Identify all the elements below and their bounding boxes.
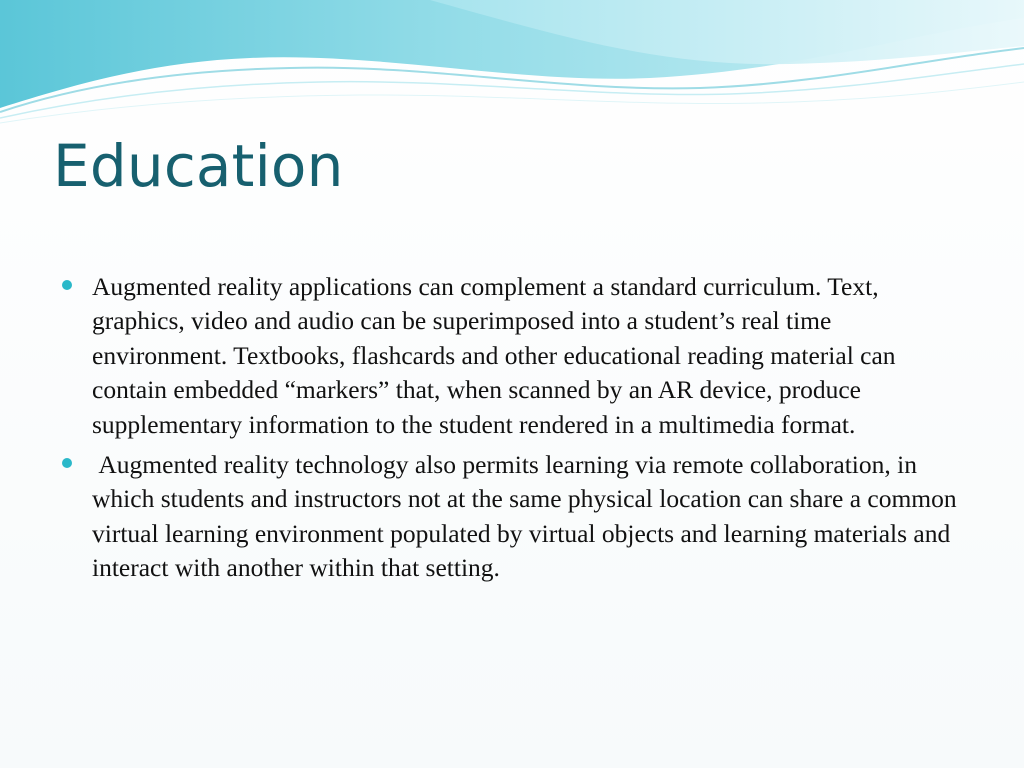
bullet-dot-icon [62, 458, 72, 468]
bullet-list [62, 270, 967, 592]
bullet-text: Augmented reality applications can complement a standard curriculum. Text, graphics, video and audio can be superimposed into a student’s real time environment. Textbooks, flashcards and other educational reading material can contain embedded “markers” that, when scanned by an AR device, produce supplementary information to the student rendered in a multimedia format. [92, 272, 902, 439]
bullet-text: Augmented reality technology also permits learning via remote collaboration, in which students and instructors not at the same physical location can share a common virtual learning environment populated by virtual objects and learning materials and interact with another within that setting. [92, 450, 964, 583]
slide-title: Education [53, 132, 344, 200]
list-item [62, 448, 967, 586]
bullet-dot-icon [62, 280, 72, 290]
header-wave-decoration [0, 0, 1024, 130]
list-item [62, 270, 967, 442]
